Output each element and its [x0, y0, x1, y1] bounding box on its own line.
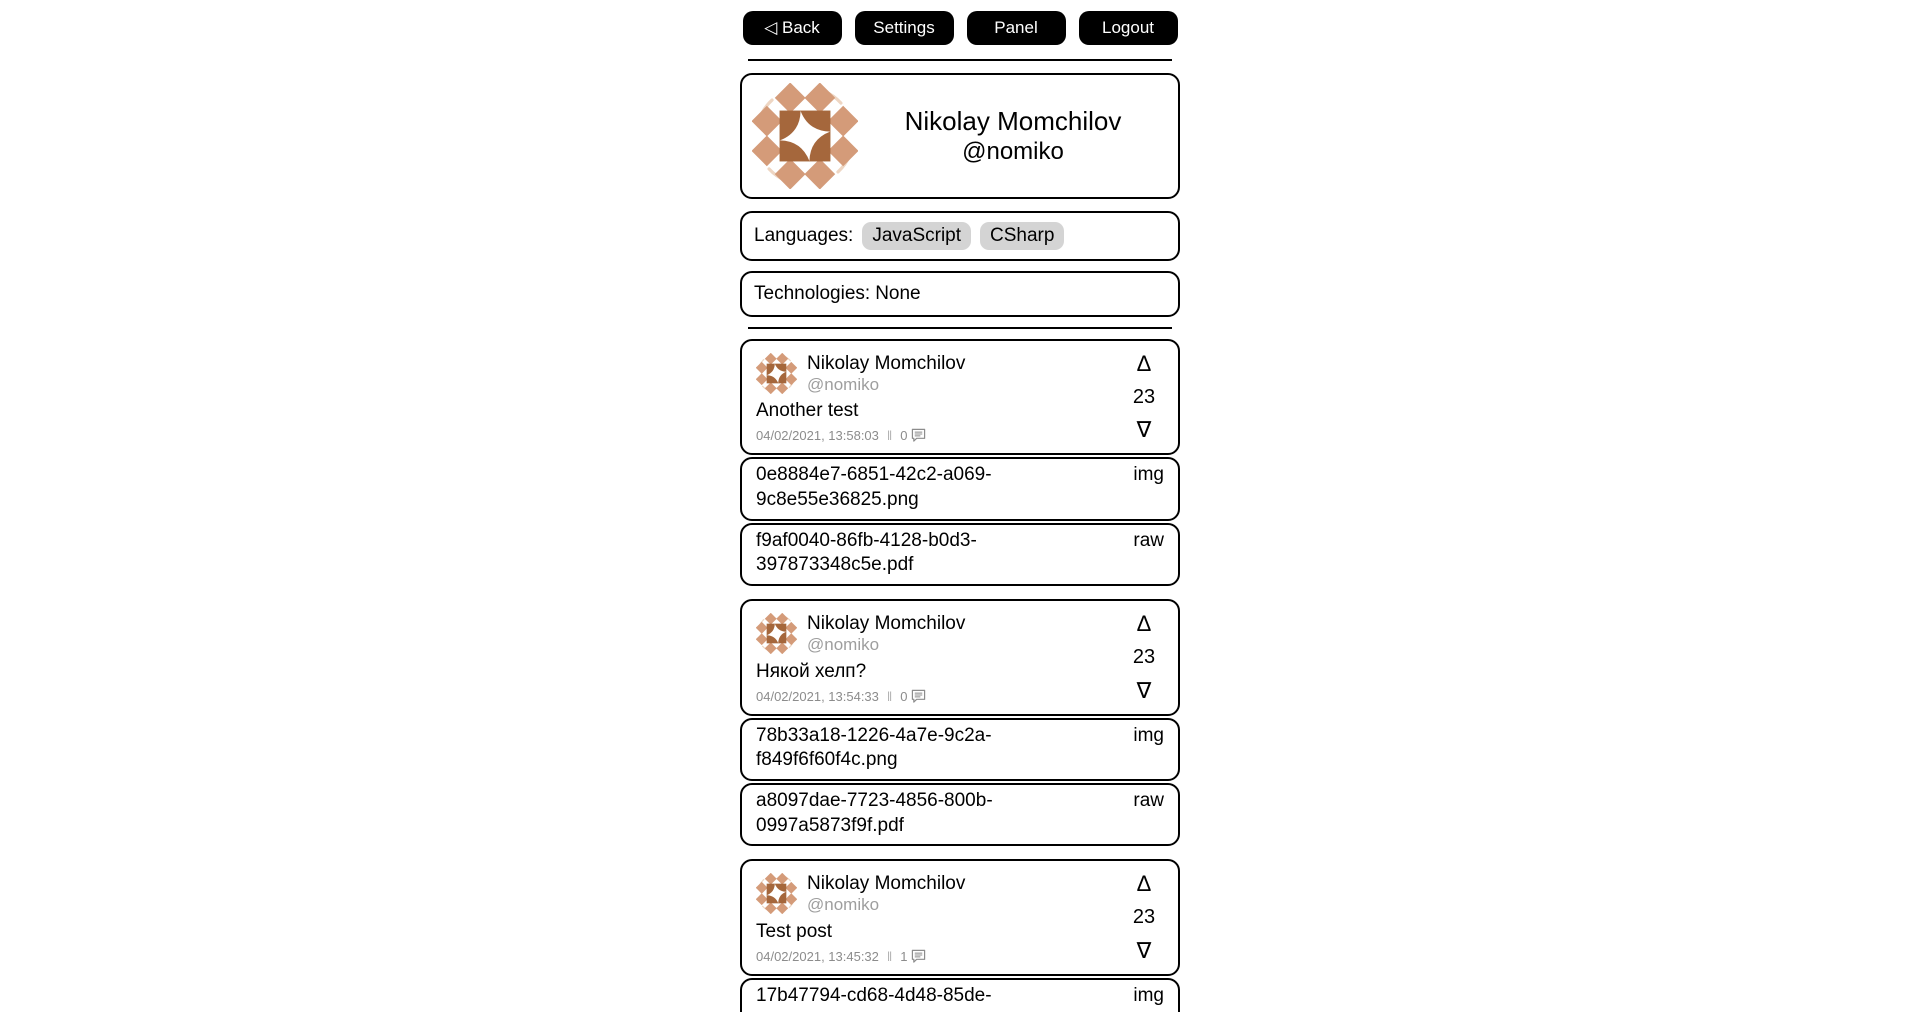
posts-divider	[748, 327, 1172, 329]
profile-avatar-identicon	[752, 83, 858, 189]
post-avatar-identicon	[756, 613, 797, 654]
meta-divider-icon: ‖	[886, 428, 893, 444]
logout-button[interactable]: Logout	[1079, 11, 1178, 45]
settings-button[interactable]: Settings	[855, 11, 954, 45]
post-author-block	[807, 873, 965, 914]
post-group	[740, 599, 1180, 846]
post-author-handle: @nomiko	[807, 374, 880, 394]
technologies-label: Technologies:	[754, 283, 871, 304]
toolbar-divider	[748, 59, 1172, 61]
post-header	[756, 613, 1114, 654]
post-timestamp: 04/02/2021, 13:54:33	[756, 688, 879, 704]
post-author-block	[807, 353, 965, 394]
technologies-card	[740, 271, 1180, 317]
languages-card	[740, 211, 1180, 261]
comment-icon	[911, 949, 926, 964]
languages-label: Languages:	[754, 225, 854, 246]
language-tag-csharp: CSharp	[980, 222, 1064, 250]
post-avatar-identicon	[756, 873, 797, 914]
attachment-row[interactable]	[740, 783, 1180, 846]
vote-count: 23	[1132, 645, 1156, 668]
attachment-type-badge: raw	[1133, 529, 1164, 551]
post-timestamp: 04/02/2021, 13:58:03	[756, 428, 879, 444]
vote-widget	[1126, 873, 1162, 961]
attachment-type-badge: img	[1133, 724, 1164, 746]
post-card[interactable]	[740, 339, 1180, 455]
upvote-button[interactable]: Δ	[1136, 351, 1152, 376]
downvote-button[interactable]: ∇	[1136, 417, 1152, 443]
attachment-row[interactable]	[740, 978, 1180, 1012]
post-meta	[756, 949, 1114, 964]
downvote-button[interactable]: ∇	[1136, 937, 1152, 963]
post-header	[756, 873, 1114, 914]
profile-text	[858, 105, 1168, 168]
post-author-name: Nikolay Momchilov	[807, 353, 966, 374]
meta-divider-icon: ‖	[886, 688, 893, 704]
attachment-row[interactable]	[740, 457, 1180, 520]
vote-widget	[1126, 613, 1162, 701]
post-title: Някой хелп?	[756, 660, 867, 682]
post-author-block	[807, 613, 965, 654]
attachment-type-badge: img	[1133, 984, 1164, 1006]
upvote-button[interactable]: Δ	[1136, 611, 1152, 637]
back-button[interactable]: ◁ Back	[743, 11, 842, 45]
post-header	[756, 353, 1114, 394]
post-comment-count	[900, 949, 925, 964]
attachment-filename: f9af0040-86fb-4128-b0d3-397873348c5e.pdf	[756, 529, 977, 576]
attachment-filename: 0e8884e7-6851-42c2-a069-9c8e55e36825.png	[756, 464, 992, 511]
profile-card	[740, 73, 1180, 199]
content-column	[740, 0, 1180, 1012]
post-author-name: Nikolay Momchilov	[807, 613, 966, 635]
comment-icon	[911, 428, 926, 443]
language-tag-javascript: JavaScript	[862, 222, 971, 250]
toolbar	[740, 11, 1180, 45]
post-card[interactable]	[740, 599, 1180, 715]
post-avatar-identicon	[756, 353, 797, 394]
panel-button[interactable]: Panel	[967, 11, 1066, 45]
upvote-button[interactable]: Δ	[1136, 871, 1152, 897]
comment-icon	[911, 689, 926, 704]
post-comment-count	[900, 689, 925, 704]
attachment-filename: 17b47794-cd68-4d48-85de-	[756, 984, 992, 1006]
comment-count-value: 1	[900, 948, 908, 964]
post-title: Another test	[756, 400, 859, 422]
post-author-handle: @nomiko	[807, 895, 880, 915]
post-group	[740, 859, 1180, 1012]
attachment-type-badge: raw	[1133, 789, 1164, 811]
post-meta	[756, 689, 1114, 704]
attachment-row[interactable]	[740, 718, 1180, 781]
post-title: Test post	[756, 920, 833, 942]
vote-count: 23	[1132, 905, 1156, 928]
downvote-button[interactable]: ∇	[1136, 677, 1152, 703]
attachment-row[interactable]	[740, 523, 1180, 586]
profile-name: Nikolay Momchilov	[904, 105, 1122, 136]
attachment-type-badge: img	[1133, 464, 1164, 486]
vote-count: 23	[1132, 385, 1156, 408]
attachment-filename: a8097dae-7723-4856-800b-0997a5873f9f.pdf	[756, 789, 993, 836]
post-card[interactable]	[740, 859, 1180, 975]
attachment-filename: 78b33a18-1226-4a7e-9c2a-f849f6f60f4c.png	[756, 724, 992, 771]
post-comment-count	[900, 428, 925, 443]
technologies-value: None	[875, 283, 921, 304]
post-group	[740, 339, 1180, 586]
post-author-name: Nikolay Momchilov	[807, 873, 966, 895]
profile-handle: @nomiko	[962, 138, 1064, 166]
comment-count-value: 0	[900, 688, 908, 704]
post-meta	[756, 428, 1114, 443]
meta-divider-icon: ‖	[886, 948, 893, 964]
post-timestamp: 04/02/2021, 13:45:32	[756, 948, 879, 964]
comment-count-value: 0	[900, 428, 908, 444]
post-author-handle: @nomiko	[807, 634, 880, 654]
vote-widget	[1126, 353, 1162, 441]
